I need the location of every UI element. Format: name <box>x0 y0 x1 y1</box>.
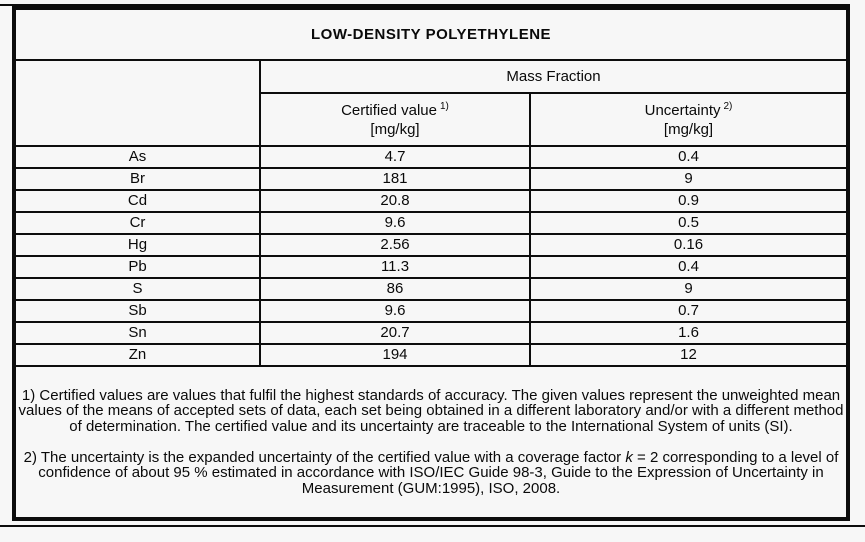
table-row <box>14 322 848 344</box>
uncertainty-cell: 0.4 <box>530 256 848 278</box>
table-row <box>14 344 848 366</box>
footnote-2: 2) The uncertainty is the expanded uncertainty of the certified value with a coverage factor k = 2 corresponding to a level of confidence of about 95 % estimated in accordance with ISO/IEC Guide 98-3, Guide to the Expression of Uncertainty in Measurement (GUM:1995), ISO, 2008. <box>23 448 839 497</box>
certified-cell: 20.7 <box>260 322 530 344</box>
uncertainty-cell: 0.4 <box>530 146 848 168</box>
table-row <box>14 168 848 190</box>
element-cell: Cd <box>14 190 260 212</box>
table-row <box>14 234 848 256</box>
footnote-1-marker: 1) <box>439 100 449 112</box>
table-row <box>14 212 848 234</box>
element-cell: As <box>14 146 260 168</box>
element-column-header-blank <box>14 60 260 146</box>
table-row <box>14 278 848 300</box>
uncertainty-header-label: Uncertainty $^{2)}$ <box>644 100 733 119</box>
element-cell: Pb <box>14 256 260 278</box>
uncertainty-cell: 9 <box>530 168 848 190</box>
uncertainty-header <box>530 93 848 146</box>
page-bottom-rule <box>0 525 865 527</box>
table-row <box>14 300 848 322</box>
element-cell: Br <box>14 168 260 190</box>
certified-cell: 9.6 <box>260 212 530 234</box>
element-cell: S <box>14 278 260 300</box>
uncertainty-cell: 12 <box>530 344 848 366</box>
uncertainty-cell: 1.6 <box>530 322 848 344</box>
footnote-section <box>14 366 848 519</box>
certificate-table <box>12 6 850 521</box>
footnote-row <box>14 366 848 519</box>
certified-cell: 4.7 <box>260 146 530 168</box>
uncertainty-cell: 9 <box>530 278 848 300</box>
uncertainty-cell: 0.9 <box>530 190 848 212</box>
certified-cell: 9.6 <box>260 300 530 322</box>
certified-cell: 194 <box>260 344 530 366</box>
certified-value-header <box>260 93 530 146</box>
certified-value-header-unit: [mg/kg] <box>370 120 420 138</box>
certified-cell: 20.8 <box>260 190 530 212</box>
footnote-2-marker: 2) <box>723 100 733 112</box>
certified-value-header-label: Certified value $^{1)}$ <box>341 100 449 119</box>
element-cell: Zn <box>14 344 260 366</box>
uncertainty-header-unit: [mg/kg] <box>663 120 714 138</box>
table-row <box>14 256 848 278</box>
footnote-1: 1) Certified values are values that fulfil the highest standards of accuracy. The given values represent the unweighted mean values of the means of accepted sets of data, each set being obtained in a different laboratory and/or with a different method of determination. The certified value and its uncertainty are traceable to the International System of units (SI). <box>18 386 844 435</box>
element-cell: Hg <box>14 234 260 256</box>
group-header-row <box>14 60 848 93</box>
element-cell: Sb <box>14 300 260 322</box>
certified-cell: 181 <box>260 168 530 190</box>
table-row <box>14 190 848 212</box>
element-cell: Sn <box>14 322 260 344</box>
uncertainty-cell: 0.16 <box>530 234 848 256</box>
element-cell: Cr <box>14 212 260 234</box>
title-row <box>14 8 848 60</box>
table-row <box>14 146 848 168</box>
table-title: LOW-DENSITY POLYETHYLENE <box>14 8 848 60</box>
certified-cell: 11.3 <box>260 256 530 278</box>
coverage-factor-k: k <box>625 448 633 466</box>
certified-cell: 86 <box>260 278 530 300</box>
mass-fraction-header: Mass Fraction <box>260 60 848 93</box>
uncertainty-cell: 0.5 <box>530 212 848 234</box>
uncertainty-cell: 0.7 <box>530 300 848 322</box>
certified-cell: 2.56 <box>260 234 530 256</box>
